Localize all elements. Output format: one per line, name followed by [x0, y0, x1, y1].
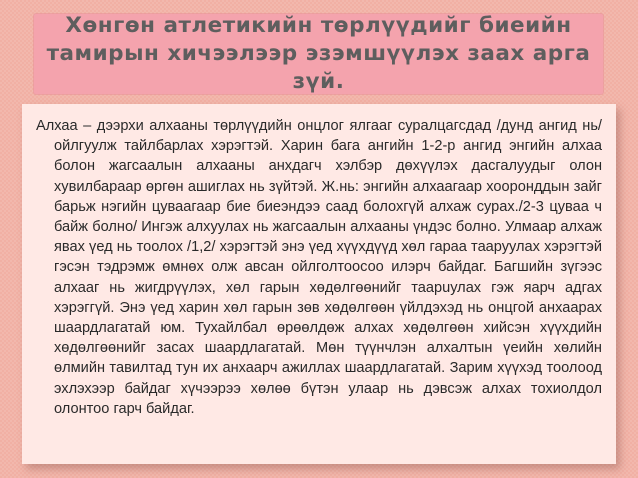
slide-body-text: Алхаа – дээрхи алхааны төрлүүдийн онцлог ялгааг суралцагсдад /дунд ангид нь/ ойлгуулж тайлбарлах хэрэгтэй. Харин бага ангийн 1-2-р ангид энгийн алхаа болон жагсаалын алхааны анхдагч хэлбэр дөхүүлэх дасгалуудыг олон хувилбараар өргөн ашиглах нь зүйтэй. Ж.нь: энгийн алхаагаар хооронддын зайг барьж нэгийн цуваагаар бие биеэндээ саад болохгүй алхаж сурах./2-3 цуваа ч байж болно/ Ингэж алхуулах нь жагсаалын алхааны үндэс болно. Улмаар алхаж явах үед нь тоолох /1,2/ хэрэгтэй энэ үед хүүхдүүд хөл гараа тааруулах хэрэгтэй гэсэн тэдрэмж өмнөх олж авсан ойлголтоосоо илэрч байдаг. Багшийн зүгээс алхааг нь жигдрүүлэх, хөл гарын хөдөлгөөнийг таарuулах гэж яарч адгах хэрэггүй. Энэ үед харин хөл гарын зөв хөдөлгөөн үйлдэхэд нь онцгой анхаарах шаардлагатай юм. Тухайлбал өрөөлдөж алхах хөдөлгөөн хийсэн хүүхдийн хөдөлгөөнийг засах шаардлагатай. Мөн түүнчлэн алхалтын үеийн хөлийн өлмийн тавилтад тун их анхаарч ажиллах шаардлагатай. Зарим хүүхэд тоолоод эхлэхээр байдаг хүчээрээ хөлөө бүтэн улаар нь дэвсэж алхах тохиолдол олонтоо гарч байдаг.	[36, 118, 602, 417]
slide-title: Хөнгөн атлетикийн төрлүүдийг биеийн тамирын хичээлээр эзэмшүүлэх заах арга зүй.	[46, 13, 591, 94]
content-box	[22, 104, 616, 464]
title-box	[34, 14, 603, 94]
